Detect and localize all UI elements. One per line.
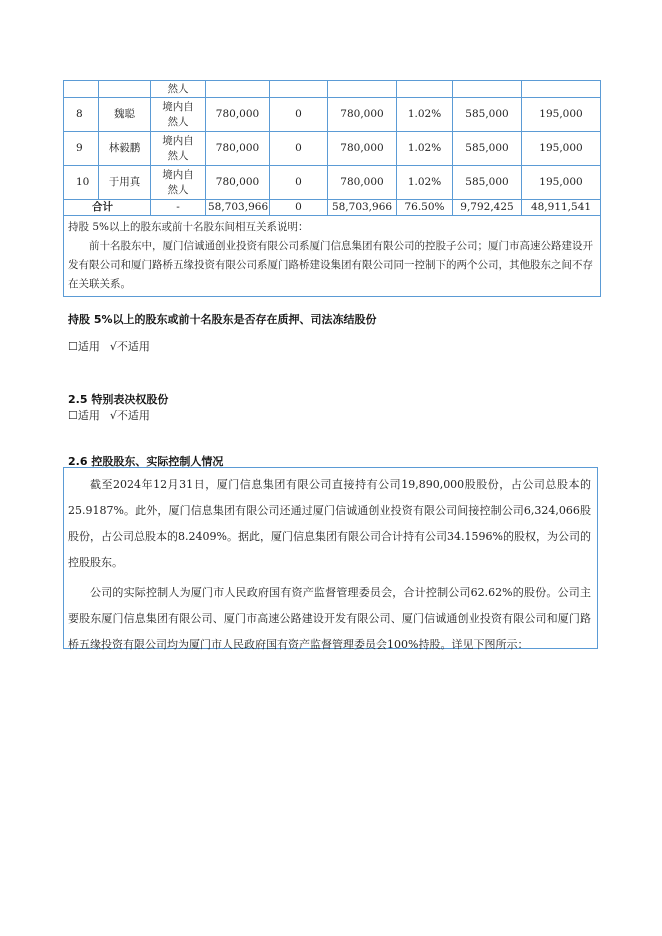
end-cell: 780,000 [328,98,397,132]
unrestricted-cell: 195,000 [522,98,601,132]
pct-cell: 1.02% [397,166,453,200]
controller-text-box [63,467,598,649]
unrestricted-cell: 48,911,541 [522,200,601,216]
type-cell: 境内自 然人 [151,98,206,132]
type-cell: - [151,200,206,216]
special-voting-options [68,407,160,423]
type-cell: 境内自 然人 [151,166,206,200]
end-cell: 58,703,966 [328,200,397,216]
restricted-cell: 585,000 [453,98,522,132]
pledge-heading: 持股 5%以上的股东或前十名股东是否存在质押、司法冻结股份 [68,313,377,326]
controller-heading: 2.6 控股股东、实际控制人情况 [68,455,224,468]
table-note-row [64,216,601,297]
controller-paragraph-2: 公司的实际控制人为厦门市人民政府国有资产监督管理委员会，合计控制公司62.62%的股份。公司主要股东厦门信息集团有限公司、厦门市高速公路建设开发有限公司、厦门信诚通创业投资有限公司和厦门路桥五缘投资有限公司均为厦门市人民政府国有资产监督管理委员会100%持股。详见下图所示： [68,586,591,651]
rank-cell: 10 [64,166,99,200]
unrestricted-cell: 195,000 [522,132,601,166]
relationship-note [64,216,601,297]
pledge-not-apply-checkbox: √不适用 [109,340,150,353]
table-row [64,98,601,132]
table-row [64,166,601,200]
change-cell: 0 [270,200,328,216]
special-voting-apply-checkbox: ☐适用 [68,409,100,422]
table-row [64,132,601,166]
end-cell: 780,000 [328,132,397,166]
pledge-apply-checkbox: ☐适用 [68,340,100,353]
change-cell: 0 [270,98,328,132]
table-row-continued [64,81,601,98]
start-cell: 780,000 [206,98,270,132]
rank-cell: 9 [64,132,99,166]
end-cell: 780,000 [328,166,397,200]
table-total-row [64,200,601,216]
pct-cell: 76.50% [397,200,453,216]
restricted-cell: 9,792,425 [453,200,522,216]
pct-cell: 1.02% [397,98,453,132]
pledge-options [68,338,160,354]
change-cell: 0 [270,166,328,200]
pct-cell: 1.02% [397,132,453,166]
special-voting-not-apply-checkbox: √不适用 [109,409,150,422]
note-body: 前十名股东中，厦门信诚通创业投资有限公司系厦门信息集团有限公司的控股子公司；厦门市高速公路建设开发有限公司和厦门路桥五缘投资有限公司系厦门路桥建设集团有限公司同一控制下的两个公司，其他股东之间不存在关联关系。 [68,240,593,290]
unrestricted-cell: 195,000 [522,166,601,200]
start-cell: 780,000 [206,132,270,166]
name-cell: 于用真 [99,166,151,200]
restricted-cell: 585,000 [453,132,522,166]
note-title: 持股 5%以上的股东或前十名股东间相互关系说明： [68,221,309,233]
special-voting-heading: 2.5 特别表决权股份 [68,393,169,406]
shareholder-table [63,80,601,297]
controller-paragraph-1: 截至2024年12月31日，厦门信息集团有限公司直接持有公司19,890,000股股份，占公司总股本的25.9187%。此外，厦门信息集团有限公司还通过厦门信诚通创业投资有限公司间接控制公司6,324,066股股份，占公司总股本的8.2409%。据此，厦门信息集团有限公司合计持有公司34.1596%的股权，为公司的控股股东。 [68,478,591,569]
rank-cell: 8 [64,98,99,132]
start-cell: 58,703,966 [206,200,270,216]
type-cell: 境内自 然人 [151,132,206,166]
type-cell: 然人 [151,81,206,98]
start-cell: 780,000 [206,166,270,200]
change-cell: 0 [270,132,328,166]
name-cell: 林毅鹏 [99,132,151,166]
name-cell: 魏聪 [99,98,151,132]
restricted-cell: 585,000 [453,166,522,200]
total-label: 合计 [64,200,151,216]
